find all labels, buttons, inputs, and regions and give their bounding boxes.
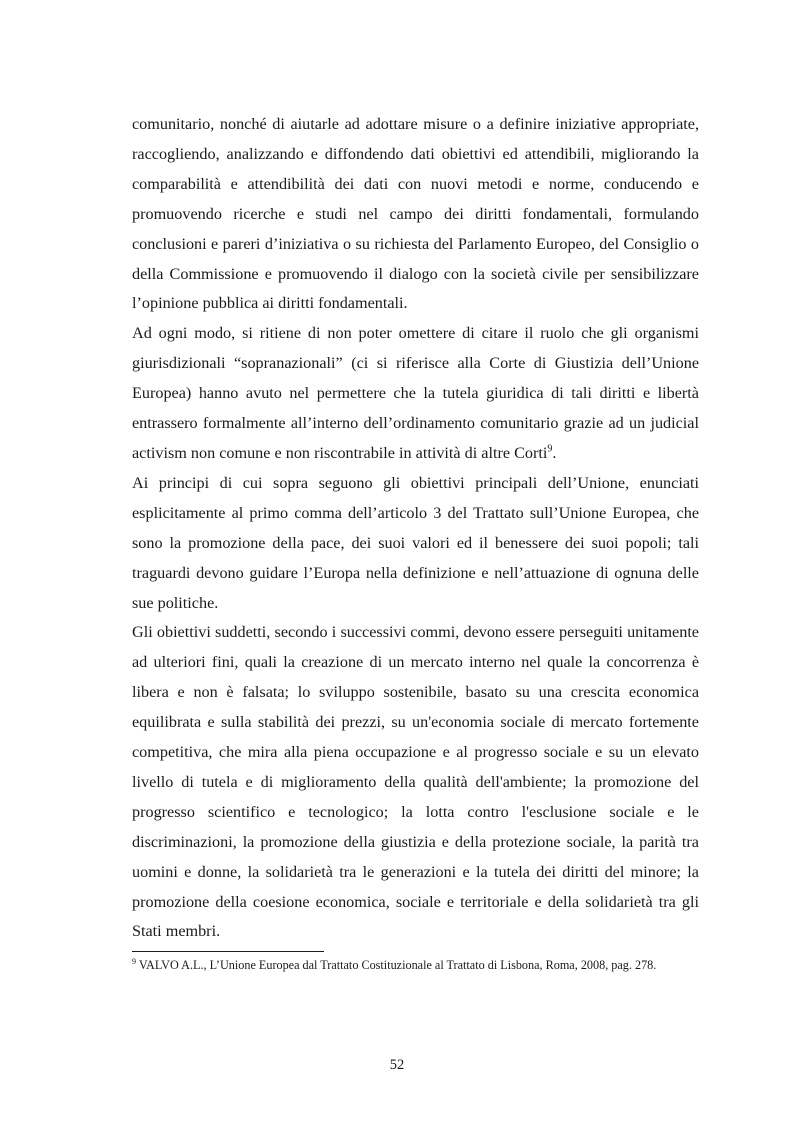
footnote bbox=[132, 958, 699, 974]
paragraph-2-text: Ad ogni modo, si ritiene di non poter omettere di citare il ruolo che gli organismi giurisdizionali “sopranazionali” (ci si riferisce alla Corte di Giustizia dell’Unione Europea) hanno avuto nel permettere che la tutela giuridica di tali diritti e libertà entrassero formalmente all’interno dell’ordinamento comunitario grazie ad un judicial activism non comune e non riscontrabile in attività di altre Corti bbox=[132, 324, 699, 462]
body-text bbox=[132, 110, 699, 947]
paragraph-4: Gli obiettivi suddetti, secondo i successivi commi, devono essere perseguiti unitamente ad ulteriori fini, quali la creazione di un mercato interno nel quale la concorrenza è libera e non è falsata; lo sviluppo sostenibile, basato su una crescita economica equilibrata e sulla stabilità dei prezzi, su un'economia sociale di mercato fortemente competitiva, che mira alla piena occupazione e al progresso sociale e su un elevato livello di tutela e di miglioramento della qualità dell'ambiente; la promozione del progresso scientifico e tecnologico; la lotta contro l'esclusione sociale e le discriminazioni, la promozione della giustizia e della protezione sociale, la parità tra uomini e donne, la solidarietà tra le generazioni e la tutela dei diritti del minore; la promozione della coesione economica, sociale e territoriale e della solidarietà tra gli Stati membri. bbox=[132, 623, 699, 941]
footnote-text: VALVO A.L., L’Unione Europea dal Trattato Costituzionale al Trattato di Lisbona, Roma, 2008, pag. 278. bbox=[136, 958, 657, 972]
footnote-separator bbox=[132, 951, 324, 952]
paragraph-3: Ai principi di cui sopra seguono gli obiettivi principali dell’Unione, enunciati esplicitamente al primo comma dell’articolo 3 del Trattato sull’Unione Europea, che sono la promozione della pace, dei suoi valori ed il benessere dei suoi popoli; tali traguardi devono guidare l’Europa nella definizione e nell’attuazione di ognuna delle sue politiche. bbox=[132, 473, 699, 612]
footnote-marker: 9 bbox=[132, 956, 136, 966]
paragraph-2 bbox=[132, 319, 699, 469]
page-number: 52 bbox=[389, 1057, 405, 1073]
paragraph-2-end: . bbox=[552, 443, 557, 462]
paragraph-1: comunitario, nonché di aiutarle ad adottare misure o a definire iniziative appropriate, raccogliendo, analizzando e diffondendo dati obiettivi ed attendibili, migliorando la comparabilità e attendibilità dei dati con nuovi metodi e norme, conducendo e promuovendo ricerche e studi nel campo dei diritti fondamentali, formulando conclusioni e pareri d’iniziativa o su richiesta del Parlamento Europeo, del Consiglio o della Commissione e promuovendo il dialogo con la società civile per sensibilizzare l’opinione pubblica ai diritti fondamentali. bbox=[132, 115, 699, 313]
footnote-reference: 9 bbox=[547, 443, 553, 455]
